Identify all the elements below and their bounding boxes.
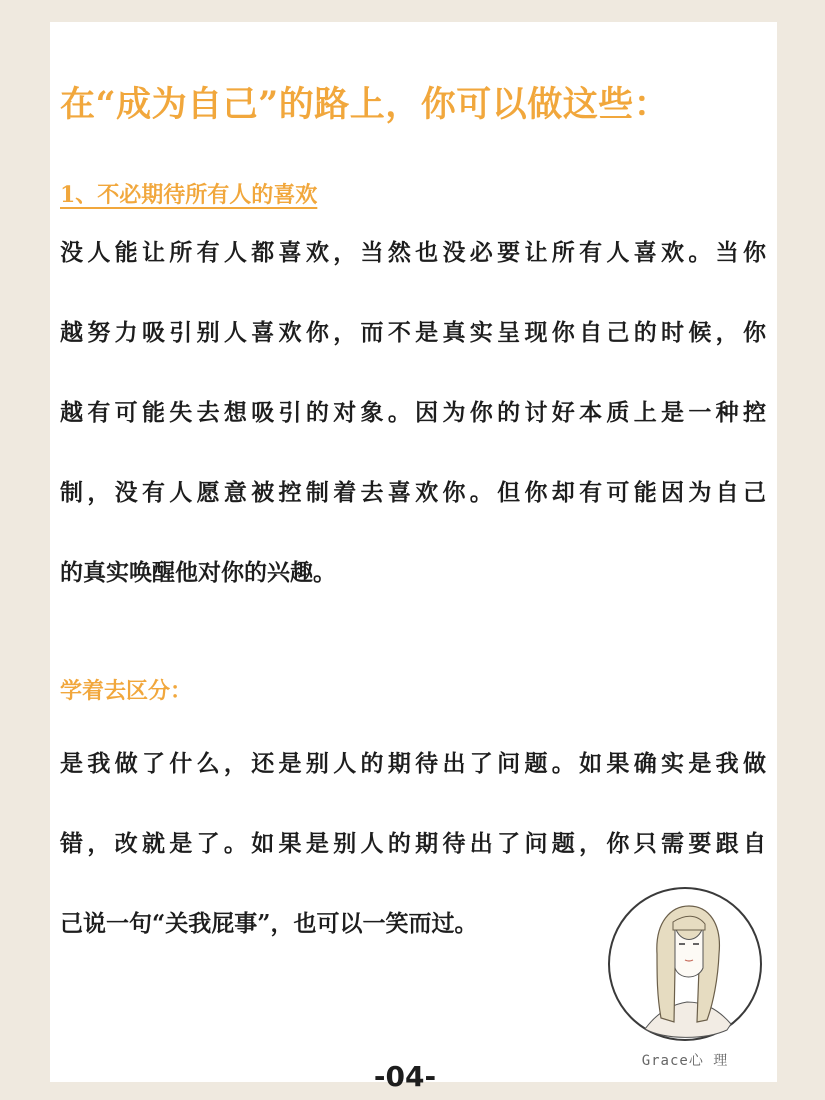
paragraph-line: 越有可能失去想吸引的对象。因为你的讨好本质上是一种控 bbox=[60, 399, 766, 426]
page-title: 在“成为自己”的路上，你可以做这些： bbox=[60, 84, 670, 125]
section-heading-1: 1、不必期待所有人的喜欢 bbox=[60, 182, 318, 208]
paragraph-line: 没人能让所有人都喜欢，当然也没必要让所有人喜欢。当你 bbox=[60, 239, 766, 266]
paragraph-line: 是我做了什么，还是别人的期待出了问题。如果确实是我做 bbox=[60, 750, 766, 777]
paragraph-1 bbox=[60, 233, 766, 633]
paragraph-line: 的真实唤醒他对你的兴趣。 bbox=[60, 559, 336, 586]
signature-caption: Grace心 理 bbox=[641, 1053, 729, 1069]
paragraph-line: 制，没有人愿意被控制着去喜欢你。但你却有可能因为自己 bbox=[60, 479, 766, 506]
content-card bbox=[50, 22, 777, 1093]
paragraph-line: 越努力吸引别人喜欢你，而不是真实呈现你自己的时候，你 bbox=[60, 319, 766, 346]
section-heading-2: 学着去区分： bbox=[60, 678, 193, 704]
paragraph-line: 己说一句“关我屁事”，也可以一笑而过。 bbox=[60, 910, 478, 937]
page-number: -04- bbox=[373, 1060, 437, 1093]
girl-portrait-icon bbox=[605, 884, 765, 1044]
paragraph-line: 错，改就是了。如果是别人的期待出了问题，你只需要跟自 bbox=[60, 830, 766, 857]
